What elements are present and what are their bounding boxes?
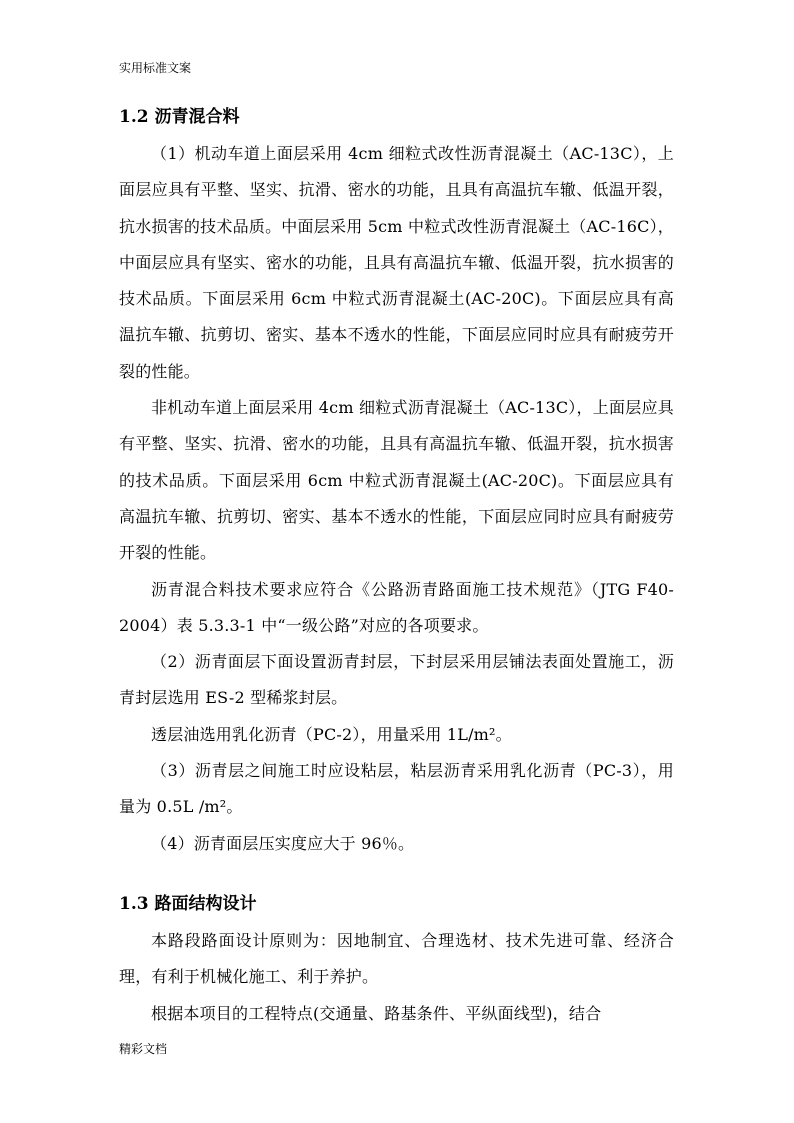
paragraph-non-motor-lane: 非机动车道上面层采用 4cm 细粒式沥青混凝土（AC-13C），上面层应具有平整、坚实、抗滑、密水的功能，且具有高温抗车辙、低温开裂，抗水损害的技术品质。下面层采用 6cm 中粒式沥青混凝土(AC-20C)。下面层应具有高温抗车辙、抗剪切、密实、基本不透水的性能，下面层应同时应具有耐疲劳开裂的性能。 [119,398,674,563]
section-heading-asphalt-mix: 1.2 沥青混合料 [119,107,240,127]
paragraph-seal-layer: （2）沥青面层下面设置沥青封层，下封层采用层铺法表面处置施工，沥青封层选用 ES-2 型稀浆封层。 [119,652,674,708]
paragraph-design-principles: 本路段路面设计原则为：因地制宜、合理选材、技术先进可靠、经济合理，有利于机械化施工、利于养护。 [119,930,674,987]
paragraph-project-features: 根据本项目的工程特点(交通量、路基条件、平纵面线型)，结合 [151,1003,602,1023]
paragraph-tack-coat: （3）沥青层之间施工时应设粘层，粘层沥青采用乳化沥青（PC-3），用量为 0.5L /m²。 [119,761,674,817]
document-body [119,100,674,1032]
page-footer: 精彩文档 [119,1042,168,1056]
page-header: 实用标准文案 [119,61,192,75]
paragraph-technical-requirements: 沥青混合料技术要求应符合《公路沥青路面施工技术规范》（JTG F40-2004）表 5.3.3-1 中“一级公路”对应的各项要求。 [119,579,674,635]
section-heading-pavement-structure: 1.3 路面结构设计 [119,893,257,914]
paragraph-motor-lane: （1）机动车道上面层采用 4cm 细粒式改性沥青混凝土（AC-13C），上面层应具有平整、坚实、抗滑、密水的功能，且具有高温抗车辙、低温开裂，抗水损害的技术品质。中面层采用 5cm 中粒式改性沥青混凝土（AC-16C），中面层应具有坚实、密水的功能，且具有高温抗车辙、低温开裂，抗水损害的技术品质。下面层采用 6cm 中粒式沥青混凝土(AC-20C)。下面层应具有高温抗车辙、抗剪切、密实、基本不透水的性能，下面层应同时应具有耐疲劳开裂的性能。 [119,144,674,381]
paragraph-compaction: （4）沥青面层压实度应大于 96％。 [151,833,415,853]
paragraph-prime-coat: 透层油选用乳化沥青（PC-2），用量采用 1L/m²。 [151,724,512,744]
